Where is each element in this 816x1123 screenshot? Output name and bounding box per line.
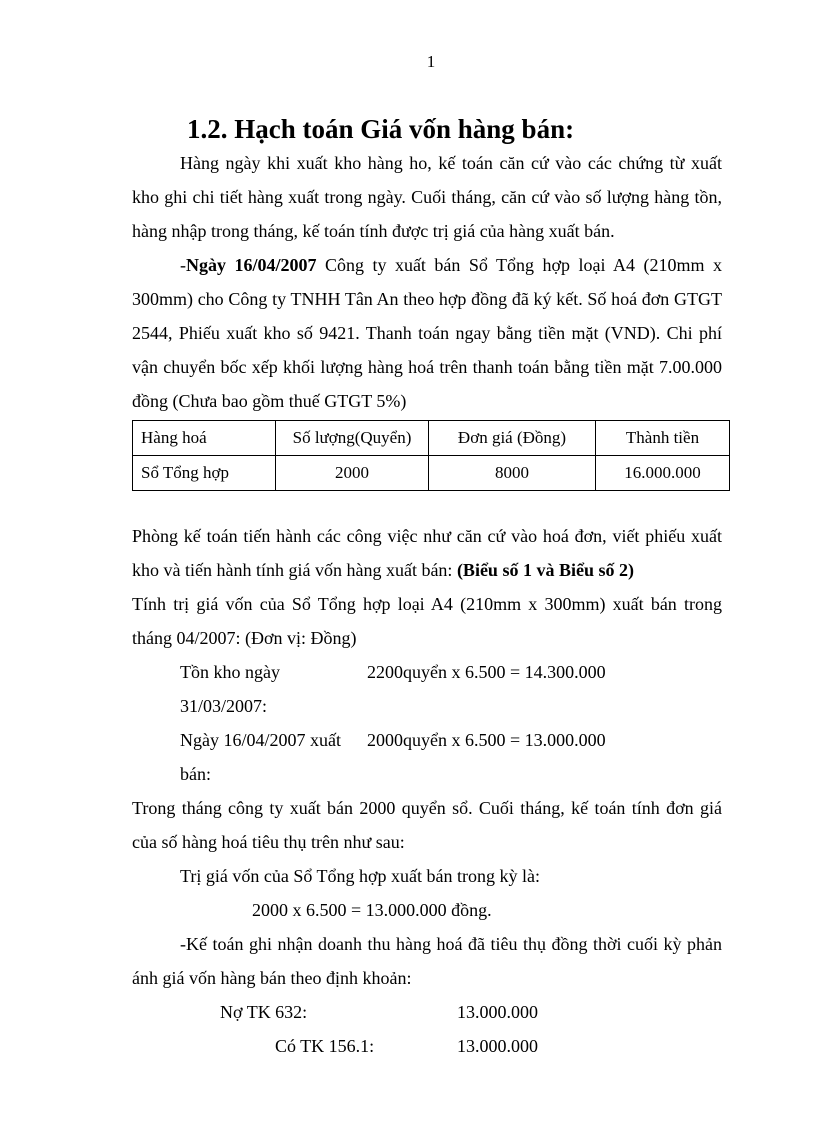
table-header-row — [133, 421, 730, 456]
cost-formula: 2000 x 6.500 = 13.000.000 đồng. — [252, 900, 492, 920]
sales-table — [132, 420, 730, 491]
entry-debit — [132, 995, 722, 1029]
entry-amount: 13.000.000 — [457, 1002, 538, 1022]
transaction-paragraph — [132, 248, 722, 418]
entry-amount: 13.000.000 — [457, 1036, 538, 1056]
transaction-date: Ngày 16/04/2007 — [186, 255, 317, 275]
document-body — [132, 112, 722, 1063]
intro-paragraph: Hàng ngày khi xuất kho hàng ho, kế toán căn cứ vào các chứng từ xuất kho ghi chi tiết hàng xuất trong ngày. Cuối tháng, căn cứ vào số lượng hàng tồn, hàng nhập trong tháng, kế toán tính được trị giá của hàng xuất bán. — [132, 153, 722, 241]
process-paragraph — [132, 519, 722, 587]
entry-credit — [132, 1029, 722, 1063]
table-row — [133, 456, 730, 491]
process-text: Phòng kế toán tiến hành các công việc như căn cứ vào hoá đơn, viết phiếu xuất kho và tiến hành tính giá vốn hàng xuất bán: — [132, 526, 722, 580]
section-heading: 1.2. Hạch toán Giá vốn hàng bán: — [187, 114, 575, 144]
header-cell-amount: Thành tiền — [596, 421, 730, 456]
header-cell-quantity: Số lượng(Quyển) — [276, 421, 429, 456]
record-paragraph: -Kế toán ghi nhận doanh thu hàng hoá đã tiêu thụ đồng thời cuối kỳ phản ánh giá vốn hàng bán theo định khoản: — [132, 934, 722, 988]
calc-label: Tồn kho ngày 31/03/2007: — [180, 662, 280, 716]
calc-label: Ngày 16/04/2007 xuất bán: — [180, 730, 341, 784]
cell-quantity: 2000 — [276, 456, 429, 491]
calc-value: 2200quyển x 6.500 = 14.300.000 — [367, 662, 606, 682]
calc-line-sale — [132, 723, 722, 791]
header-cell-unit-price: Đơn giá (Đồng) — [429, 421, 596, 456]
entry-account: Nợ TK 632: — [220, 1002, 308, 1022]
process-ref: (Biểu số 1 và Biểu số 2) — [456, 560, 634, 580]
calc-intro: Tính trị giá vốn của Sổ Tổng hợp loại A4 (210mm x 300mm) xuất bán trong tháng 04/2007: (Đơn vị: Đồng) — [132, 594, 722, 648]
entry-account: Có TK 156.1: — [275, 1036, 375, 1056]
cell-goods: Sổ Tổng hợp — [133, 456, 276, 491]
transaction-text: Công ty xuất bán Sổ Tổng hợp loại A4 (210mm x 300mm) cho Công ty TNHH Tân An theo hợp đồng đã ký kết. Số hoá đơn GTGT 2544, Phiếu xuất kho số 9421. Thanh toán ngay bằng tiền mặt (VND). Chi phí vận chuyển bốc xếp khối lượng hàng hoá trên thanh toán bằng tiền mặt 7.00.000 đồng (Chưa bao gồm thuế GTGT 5%) — [132, 255, 722, 411]
month-paragraph: Trong tháng công ty xuất bán 2000 quyển sổ. Cuối tháng, kế toán tính đơn giá của số hàng hoá tiêu thụ trên như sau: — [132, 798, 722, 852]
transaction-dash: - — [180, 255, 186, 275]
page-number: 1 — [426, 52, 436, 71]
calc-line-opening — [132, 655, 722, 723]
cell-unit-price: 8000 — [429, 456, 596, 491]
cost-label: Trị giá vốn của Sổ Tổng hợp xuất bán trong kỳ là: — [180, 866, 540, 886]
cell-amount: 16.000.000 — [596, 456, 730, 491]
calc-value: 2000quyển x 6.500 = 13.000.000 — [367, 730, 606, 750]
header-cell-goods: Hàng hoá — [133, 421, 276, 456]
